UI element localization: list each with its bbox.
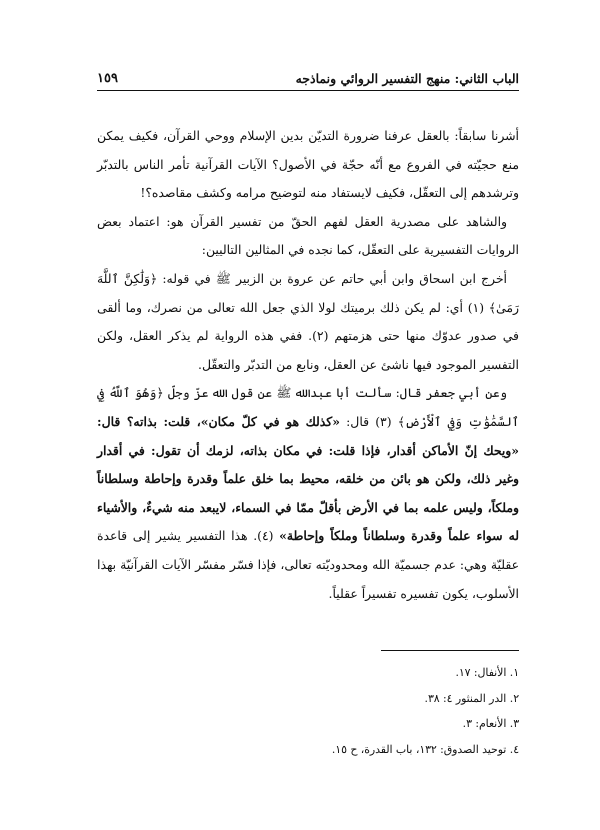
footnote-1: ١. الأنفال: ١٧. — [455, 666, 519, 679]
footnote-3: ٣. الأنعام: ٣. — [462, 717, 519, 730]
paragraph-1: أشرنا سابقاً: بالعقل عرفنا ضرورة التديّن بدين الإسلام ووحي القرآن، فكيف يمكن منع حجيّته في الفروع مع أنّه حجّة في الأصول؟ الآيات القرآنية تأمر الناس بالتدبّر وترشدهم إلى التعقّل، فكيف لايستفاد منه لتوضيح مرامه وكشف مقاصده؟! — [97, 128, 519, 201]
header-title: الباب الثاني: منهج التفسير الروائي ونماذجه — [295, 71, 519, 86]
footnote-4: ٤. توحيد الصدوق: ١٣٢، باب القدرة، ح ١٥. — [331, 742, 519, 756]
hadith-quote: «كذلك هو في كلّ مكان»، قلت: بذاته؟ قال: «ويحك إنّ الأماكن أقدار، فإذا قلت: في مكان بذاته، لزمك أن تقول: في أقدار وغير ذلك، ولكن هو بائن من خلقه، محيط بما خلق علماً وقدرة وإحاطة وسلطاناً وملكاً، وليس علمه بما في الأرض بأقلّ ممّا في السماء، لايبعد منه شيءٌ، والأشياء له سواء علماً وقدرة وسلطاناً وملكاً وإحاطة» — [97, 413, 519, 544]
footnote-separator — [381, 650, 519, 651]
paragraph-4 — [97, 379, 519, 608]
footnote-2: ٢. الدر المنثور ٤: ٣٨. — [424, 691, 519, 705]
footnotes — [97, 660, 519, 762]
page-number: ١٥٩ — [97, 71, 118, 86]
running-header — [97, 62, 519, 91]
body-text — [97, 122, 519, 608]
paragraph-4-rest: (٤). هذا التفسير يشير إلى قاعدة عقليّة وهي: عدم جسميّة الله ومحدوديّته تعالى، فإذا فسّر مفسّر الآيات القرآنيّة بهذا الأسلوب، يكون تفسيره تفسيراً عقلياً. — [97, 528, 519, 601]
paragraph-4-intro: وعن أبي جعفر قال: سألت أبا عبدالله ﷺ عن قول الله عزّ وجلّ ﴿وَهُوَ ٱللَّهُ فِي ٱلسَّمَٰوَٰتِ وَفِي ٱلْأَرْضِ﴾ (٣) قال: — [97, 385, 519, 429]
paragraph-2: والشاهد على مصدرية العقل لفهم الحقّ من تفسير القرآن هو: اعتماد بعض الروايات التفسيرية على التعقّل، كما نجده في المثالين التاليين: — [97, 213, 519, 258]
paragraph-3: أخرج ابن اسحاق وابن أبي حاتم عن عروة بن الزبير ﷺ في قوله: ﴿وَلَٰكِنَّ ٱللَّهَ رَمَىٰ﴾ (١) أي: لم يكن ذلك برميتك لولا الذي جعل الله تعالى من نصرك، وما ألقى في صدور عدوّك منها حتى هزمتهم (٢). ففي هذه الرواية لم يذكر العقل، ولكن التفسير الموجود فيها ناشئ عن العقل، ونابع من التدبّر والتعقّل. — [97, 270, 520, 372]
